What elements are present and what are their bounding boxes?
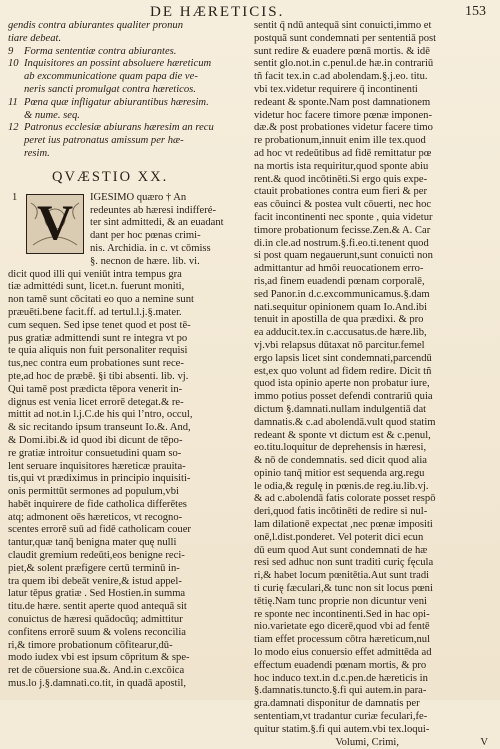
- text-line: ri,& habet locum pœnitētia.Aut sunt tradi: [254, 570, 430, 582]
- text-line: tiæ admittédi sunt, licet.n. fuerunt moniti,: [8, 281, 185, 293]
- text-line: sed Panor.in d.c.excommunicamus.§.dam: [254, 288, 430, 300]
- question-heading: QVÆSTIO XX.: [52, 168, 169, 185]
- text-line: & nō de condemnatis. sed dicit quod alia: [254, 455, 427, 467]
- text-line: ad hoc vt redeūtibus ad fidē remittatur pœ: [254, 147, 432, 159]
- text-line: nio.varietate ego dicerē,quod vbi ad fentē: [254, 621, 430, 633]
- text-line: damnatis.& c.ad abolendā.vult quod statim: [254, 416, 436, 428]
- text-line: præuēti.bene facit.ff. ad tertul.l.j.§.mater.: [8, 306, 182, 318]
- text-line: scentes errorē suū ad fidē catholicam couer: [8, 524, 191, 536]
- text-line: mus.lo j.§.damnati.co.tit, in quadā apostil,: [8, 678, 187, 690]
- text-line: est,ex quo volunt ad fidem redire. Dicit tñ: [254, 365, 432, 377]
- summary-list: [8, 46, 244, 161]
- text-line: tiare debeat.: [8, 32, 62, 44]
- text-line: nis. Archidia. in c. vt cōmiss: [90, 242, 211, 254]
- summary-item: [8, 46, 244, 59]
- text-line: redeant & sponte.Nam post damnationem: [254, 96, 431, 108]
- text-line: gra.damnati disponitur de damnatis per: [254, 698, 420, 710]
- text-line: tiam effet processum cōtra hæreticum,nul: [254, 634, 431, 646]
- text-line: le odia,& regulę in pœnis.de reg.iu.lib.vj.: [254, 480, 429, 492]
- text-line: redeuntes ab hæresi indifferé-: [90, 204, 216, 216]
- summary-number: 12: [8, 122, 19, 134]
- text-line: ctauit probationes contra eum fieri & per: [254, 186, 427, 198]
- text-line: modo iudex vbi est ipsum cōpritum & spe-: [8, 652, 190, 664]
- text-line: vj.vbi relapsus dūtaxat nō parcitur.femel: [254, 339, 425, 351]
- text-line: eas cōuinci & postea vult cōuerti, nec hoc: [254, 199, 432, 211]
- text-line: atq; admonent oēs hæreticos, vt recogno-: [8, 511, 183, 523]
- text-line: hoc induco text.in d.c.pen.de hæreticis in: [254, 672, 428, 684]
- text-line: onis permittūt sermones ad populum,vbi: [8, 486, 179, 498]
- summary-text: Patronus ecclesiæ abiurans hæresim an recu: [24, 122, 214, 134]
- text-line: & ad c.abolendā fatis colorate posset respō: [254, 493, 436, 505]
- text-line: effectum euadendi pœnam mortis, & pro: [254, 659, 427, 671]
- text-line: na mortis ista requiritur,quod sponte abiu: [254, 160, 429, 172]
- text-line: ergo lapsis licet sint condemnati,parcendū: [254, 352, 432, 364]
- text-line: gendis contra abiurantes qualiter pronun: [8, 20, 183, 31]
- text-line: piet,& solent præfigere certū terminū in-: [8, 562, 180, 574]
- text-line: dictum §.damnati.nullam indulgentiā dat: [254, 403, 427, 415]
- text-line: immo potius posset defendi contrariū quia: [254, 391, 433, 403]
- right-column: [254, 20, 492, 748]
- body-text: [254, 20, 492, 737]
- text-line: dū eum quod Aut sunt condemnati de hæ: [254, 544, 428, 556]
- text-line: pte,ad hoc de præbē. §i tibi absenti. lib. vj.: [8, 370, 189, 382]
- page-number: 153: [465, 4, 486, 19]
- text-line: tis,qui vt prædiximus in principio inquisiti-: [8, 473, 191, 485]
- text-line: nati.sequitur opinionem quam Io.And.ibi: [254, 301, 428, 313]
- text-line: te quia aliquis non fuit personaliter requisi: [8, 345, 188, 357]
- text-line: tētię.Nam tunc proprie non dicuntur veni: [254, 595, 427, 607]
- text-line: pus gratiæ admittendi sunt re integra vt po: [8, 332, 188, 344]
- text-line: lent seruare inquisitores hæreticæ prauita-: [8, 460, 186, 472]
- text-line: dæ.& post probationes videtur facere timo: [254, 122, 433, 134]
- text-line: ris,ad finem euadendi pœnam corporalē,: [254, 275, 425, 287]
- text-line: sunt redire & euadere pœnā mortis. & idē: [254, 45, 430, 57]
- summary-number: 10: [8, 58, 19, 70]
- text-line: rent.& quod incōtinēti.Si ergo quis expe-: [254, 173, 428, 185]
- summary-item: [8, 97, 244, 123]
- text-line: tra quem ibi debeāt venire,& istud appel-: [8, 575, 182, 587]
- text-line: tenuit in apostilla de qua prædixi. & pro: [254, 314, 424, 326]
- text-line: dignus est venia licet errorē detegat.& re-: [8, 396, 184, 408]
- text-line: §.damnatis.tuncto.§.fi qui autem.in para-: [254, 685, 427, 697]
- text-line: ter sint admittedi, & an euadant: [90, 217, 224, 229]
- question-body: [8, 192, 244, 691]
- summary-text: peret ius patronatus amissum per hæ-: [24, 135, 184, 147]
- text-line: quod ista opinio aperte non probatur iure,: [254, 378, 430, 390]
- text-line: §. necnon de hære. lib. vi.: [90, 255, 200, 267]
- summary-item: [8, 122, 244, 160]
- text-line: postquā sunt condemnati per sententiā post: [254, 32, 437, 44]
- drop-cap-letter: V: [36, 193, 74, 250]
- text-line: sentit q̄ ndū antequā sint conuicti,immo et: [254, 20, 432, 31]
- text-line: dicit quod illi qui veniūt intra tempus gra: [8, 268, 182, 280]
- summary-text: Inquisitores an possint absoluere hæreticum: [24, 58, 212, 70]
- text-line: conuictus de hæresi quādocūq; admittitur: [8, 614, 183, 626]
- summary-number: 11: [8, 96, 18, 108]
- summary-text: & nume. seq.: [24, 109, 80, 121]
- text-line: ea adducit.tex.in c.accusatus.de hære.lib,: [254, 327, 427, 339]
- text-line: Qui tamē post prædicta tēpora venerit in-: [8, 383, 183, 395]
- text-line: sentit glo.not.in c.penul.de hæ.in contrariū: [254, 58, 434, 70]
- text-line: habēt inquirere de fide catholica differētes: [8, 498, 187, 510]
- text-line: titu.de hære. sentit aperte quod antequā sit: [8, 601, 187, 613]
- text-line: resi sed adhuc non sunt traditi curiç fęcula: [254, 557, 434, 569]
- text-line: tñ facit tex.in c.ad abolendam.§.j.eo. titu.: [254, 71, 428, 83]
- text-line: re gratiæ introitur consuetudini quam so-: [8, 447, 182, 459]
- text-line: si post quam negauerunt,sunt conuicti non: [254, 250, 433, 262]
- text-line: mittit ad not.in l.j.C.de his qui l’ntro, occul,: [8, 409, 193, 421]
- text-line: cum sequen. Sed ipse tenet quod et post tē-: [8, 319, 191, 331]
- text-line: & sic recitando ipsum transeunt Io.&. And,: [8, 422, 191, 434]
- text-line: admittantur ad hmōi reuocationem erro-: [254, 263, 424, 275]
- running-title: DE HÆRETICIS.: [150, 4, 285, 20]
- summary-number: 9: [8, 45, 14, 57]
- text-line: ti curię fæculari,& tunc non sit locus pœni: [254, 583, 433, 595]
- text-line: ri,& timore probationum cōfitearur,dū-: [8, 639, 173, 651]
- page-footer: [254, 737, 492, 749]
- text-line: confitens errorē suum & volens reconcilia: [8, 626, 186, 638]
- text-line: redeant & sponte vt dictum est & c.penul,: [254, 429, 431, 441]
- text-line: quitur statim.§.fi qui autem.vbi tex.loqui-: [254, 723, 430, 735]
- signature-label: Volumi, Crimi,: [335, 736, 399, 748]
- signature-mark: V: [480, 736, 488, 748]
- summary-item: [8, 58, 244, 96]
- summary-text: neris sancti promulgat contra hæreticos.: [24, 83, 196, 95]
- text-line: eo.titu.loquitur de deprehensis in hæresi,: [254, 442, 427, 454]
- text-line: non tamē sunt cōcitati eo quo a nemine sunt: [8, 294, 194, 306]
- left-column: [8, 20, 244, 692]
- text-line: deri,quod fatis incōtinēti de redire si nul-: [254, 506, 428, 518]
- summary-text: ab excommunicatione quam papa die ve-: [24, 71, 198, 83]
- drop-cap-initial: [26, 194, 84, 254]
- text-line: di.in cle.ad nostrum.§.fi.eo.ti.tenent quod: [254, 237, 429, 249]
- text-line: claudit gremium redeūti,eos benigne reci-: [8, 550, 185, 562]
- text-line: timore probationum fecisse.Zen.& A. Car: [254, 224, 431, 236]
- text-line: lo modo eius conuersio effet admittēda ad: [254, 647, 432, 659]
- text-line: & Domi.ibi.& id quod ibi dicunt de tēpo-: [8, 434, 183, 446]
- text-line: ret de cōuersione sua.&. And.in c.excōica: [8, 665, 185, 677]
- text-line: tus,nec contra eum probationes sunt rece-: [8, 358, 184, 370]
- text-line: sententiam,vt tradantur curiæ feculari,fe-: [254, 711, 428, 723]
- text-line: vbi tex.videtur requirere q̄ incontinenti: [254, 83, 418, 95]
- paragraph-number: 1: [12, 191, 18, 203]
- summary-text: Pœna quæ infligatur abiurantibus hæresim.: [24, 96, 209, 108]
- summary-text: resim.: [24, 147, 50, 159]
- text-line: onē,l.dist.ponderet. Vel poterit dici ecun: [254, 531, 424, 543]
- text-line: facit incontinenti nec sponte , quia videtur: [254, 211, 433, 223]
- text-line: lam dilationē expectat ,nec pœnæ impositi: [254, 519, 433, 531]
- text-line: IGESIMO quæro † An: [90, 191, 187, 203]
- summary-text: Forma sententiæ contra abiurantes.: [24, 45, 177, 57]
- text-line: tantur,quæ tanq̄ benigna mater quę nulli: [8, 537, 177, 549]
- text-line: re probationum,innuit enim ille tex.quod: [254, 135, 426, 147]
- body-text: [8, 269, 244, 691]
- text-line: opinio tanq̄ mitior est sequenda arg.regu: [254, 467, 425, 479]
- text-line: re sponte nec incontinenti.Sed in hac opi-: [254, 608, 430, 620]
- text-line: videtur hoc facere timore pœnæ imponen-: [254, 109, 432, 121]
- text-line: dant per hoc pœnas crimi-: [90, 230, 201, 242]
- text-line: latur tēpus gratiæ . Sed Hostien.in summa: [8, 588, 186, 600]
